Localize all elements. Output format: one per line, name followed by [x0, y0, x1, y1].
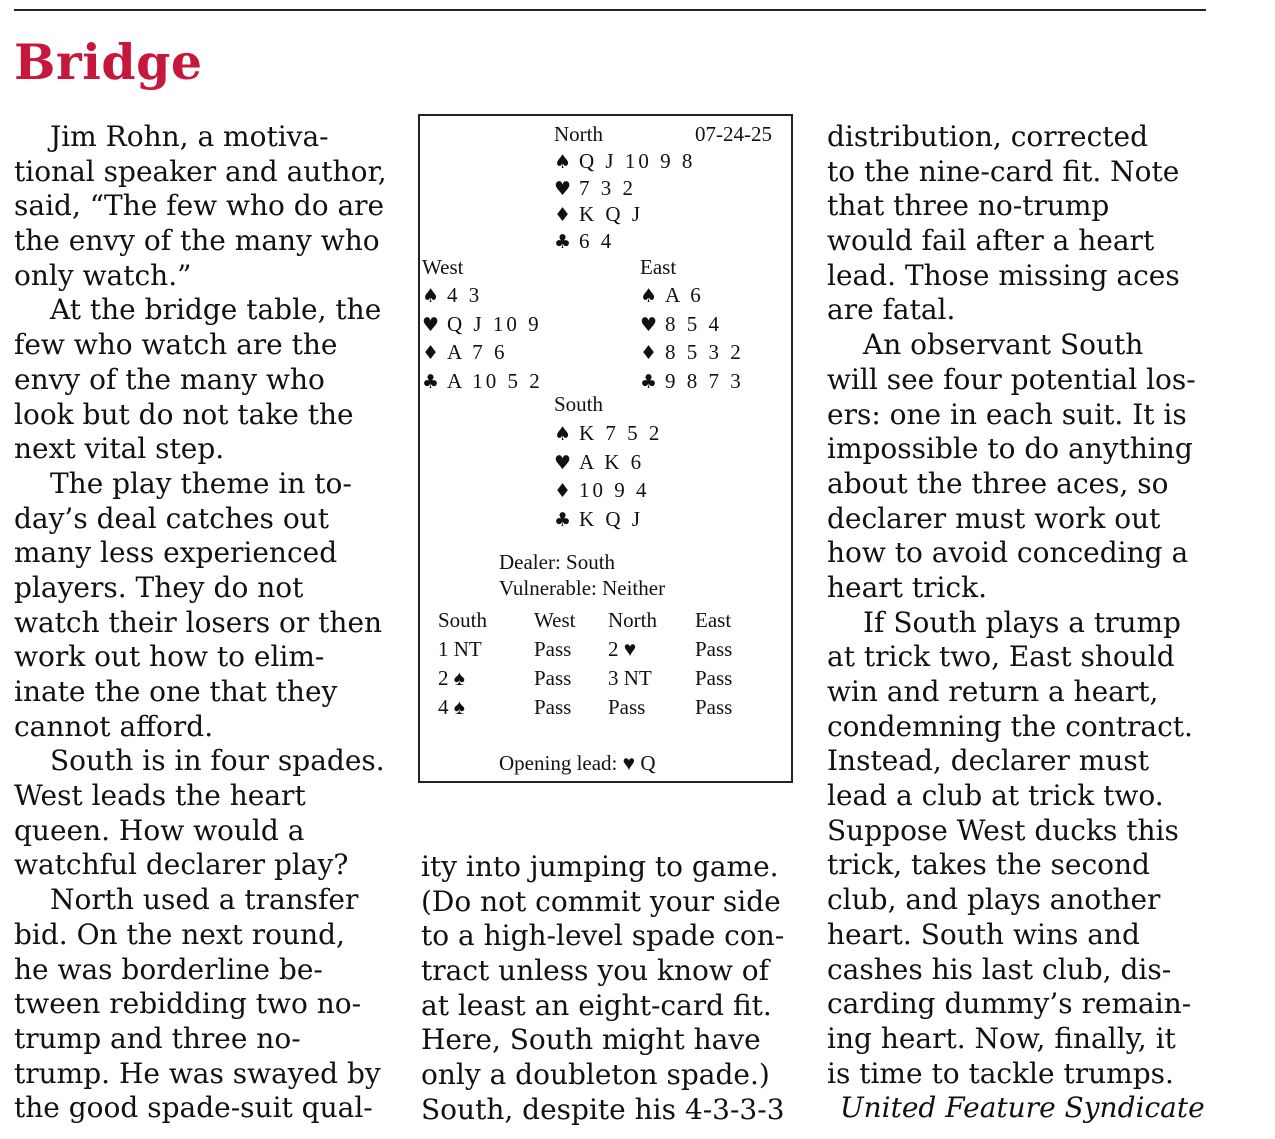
diamond-suit-icon: ♦: [422, 342, 440, 365]
west-label: West: [422, 255, 464, 279]
card-list: Q J 10 9: [447, 311, 542, 336]
bridge-deal-diagram: [418, 114, 793, 783]
text-line: at least an eight-card fit.: [421, 988, 772, 1022]
auction-header: West: [534, 608, 576, 632]
auction-header: South: [438, 608, 488, 632]
card-list: 10 9 4: [579, 478, 650, 503]
card-list: 9 8 7 3: [665, 369, 744, 394]
text-line: cashes his last club, dis-: [827, 952, 1172, 986]
text-line: North used a transfer: [50, 883, 359, 917]
north-hearts-holding: [554, 176, 636, 201]
east-spades-holding: [640, 283, 704, 308]
vulnerable-text: Vulnerable: Neither: [499, 576, 666, 600]
east-label: East: [640, 255, 677, 279]
text-line: impossible to do anything: [827, 432, 1193, 466]
article-column-1: [14, 120, 387, 1126]
auction-bid: 1 NT: [438, 637, 482, 661]
text-line: heart. South wins and: [827, 917, 1140, 951]
text-line: South, despite his 4-3-3-3: [421, 1092, 785, 1126]
west-spades-holding: [422, 283, 482, 308]
text-line: that three no-trump: [827, 189, 1110, 223]
article-column-3: [827, 120, 1205, 1126]
card-list: K 7 5 2: [579, 421, 663, 445]
club-suit-icon: ♣: [554, 230, 572, 253]
text-line: carding dummy’s remain-: [827, 987, 1192, 1021]
text-line: An observant South: [863, 328, 1144, 362]
card-list: 4 3: [447, 283, 483, 307]
text-line: few who watch are the: [14, 328, 338, 362]
text-line: next vital step.: [14, 432, 225, 466]
card-list: K Q J: [579, 507, 644, 532]
card-list: 6 4: [579, 228, 615, 253]
text-line: about the three aces, so: [827, 466, 1169, 500]
auction-bid: 2 ♠: [438, 666, 465, 690]
text-line: day’s deal catches out: [14, 501, 329, 535]
auction-bid: 3 NT: [608, 666, 652, 690]
text-line: envy of the many who: [14, 362, 325, 396]
card-list: A 6: [665, 283, 704, 307]
card-list: A K 6: [579, 449, 645, 474]
east-diamonds-holding: [640, 340, 744, 365]
text-line: tional speaker and author,: [14, 154, 387, 188]
north-diamonds-holding: [554, 202, 643, 227]
east-hearts-holding: [640, 312, 722, 337]
card-list: A 10 5 2: [447, 369, 543, 394]
text-line: West leads the heart: [14, 779, 306, 813]
top-rule: [14, 9, 1206, 11]
text-line: tract unless you know of: [421, 954, 769, 988]
west-diamonds-holding: [422, 340, 508, 365]
spade-suit-icon: ♠: [554, 151, 572, 173]
auction-bid: Pass: [534, 695, 572, 719]
text-line: how to avoid conceding a: [827, 536, 1189, 570]
byline: United Feature Syndicate: [840, 1091, 1205, 1125]
text-line: At the bridge table, the: [50, 293, 382, 327]
south-hearts-holding: [554, 450, 644, 475]
north-clubs-holding: [554, 229, 614, 254]
text-line: bid. On the next round,: [14, 917, 345, 951]
south-label: South: [554, 392, 604, 416]
text-line: trick, takes the second: [827, 848, 1150, 882]
text-line: only watch.”: [14, 258, 192, 292]
heart-suit-icon: ♥: [422, 313, 440, 336]
auction-bid: Pass: [695, 666, 733, 690]
date-label: 07-24-25: [695, 122, 772, 146]
north-label: North: [554, 122, 603, 146]
text-line: ing heart. Now, finally, it: [827, 1021, 1176, 1055]
card-list: Q J 10 9 8: [579, 149, 696, 173]
spade-suit-icon: ♠: [640, 285, 658, 307]
card-list: 8 5 3 2: [665, 340, 744, 365]
text-line: the good spade-suit qual-: [14, 1091, 373, 1125]
opening-lead-text: Opening lead: ♥ Q: [499, 751, 656, 775]
text-line: trump. He was swayed by: [14, 1056, 381, 1090]
page-title: Bridge: [14, 33, 203, 91]
west-hearts-holding: [422, 312, 542, 337]
auction-header: East: [695, 608, 732, 632]
text-line: watch their losers or then: [14, 605, 383, 639]
text-line: inate the one that they: [14, 675, 338, 708]
auction-bid: Pass: [608, 695, 646, 719]
text-line: Jim Rohn, a motiva-: [50, 120, 329, 153]
south-clubs-holding: [554, 507, 643, 532]
club-suit-icon: ♣: [640, 371, 658, 394]
text-line: The play theme in to-: [50, 466, 352, 500]
auction-bid: Pass: [695, 637, 733, 661]
card-list: K Q J: [579, 202, 644, 226]
text-line: said, “The few who do are: [14, 189, 385, 223]
text-line: ers: one in each suit. It is: [827, 397, 1187, 431]
card-list: 7 3 2: [579, 175, 636, 200]
text-line: is time to tackle trumps.: [827, 1056, 1174, 1090]
text-line: at trick two, East should: [827, 640, 1175, 674]
auction-bid: Pass: [534, 666, 572, 690]
text-line: to the nine-card fit. Note: [827, 154, 1180, 188]
text-line: watchful declarer play?: [14, 848, 349, 882]
card-list: A 7 6: [447, 340, 508, 365]
text-line: win and return a heart,: [827, 675, 1159, 708]
spade-suit-icon: ♠: [422, 285, 440, 307]
text-line: players. They do not: [14, 570, 304, 604]
text-line: Here, South might have: [421, 1023, 761, 1057]
text-line: Instead, declarer must: [827, 744, 1149, 778]
heart-suit-icon: ♥: [640, 313, 658, 336]
north-spades-holding: [554, 149, 695, 174]
auction-header: North: [608, 608, 657, 632]
east-clubs-holding: [640, 369, 744, 394]
text-line: heart trick.: [827, 570, 987, 604]
diamond-suit-icon: ♦: [554, 204, 572, 226]
diamond-suit-icon: ♦: [640, 342, 658, 365]
text-line: many less experienced: [14, 536, 338, 570]
text-line: cannot afford.: [14, 709, 214, 743]
text-line: declarer must work out: [827, 501, 1161, 535]
text-line: South is in four spades.: [50, 744, 385, 778]
text-line: work out how to elim-: [14, 640, 325, 674]
text-line: lead. Those missing aces: [827, 258, 1180, 292]
card-list: 8 5 4: [665, 311, 722, 336]
auction-bid: 4 ♠: [438, 695, 465, 719]
text-line: would fail after a heart: [827, 224, 1155, 258]
text-line: distribution, corrected: [827, 120, 1149, 153]
auction-bid: 2 ♥: [608, 637, 637, 661]
auction-bid: Pass: [695, 695, 733, 719]
text-line: to a high-level spade con-: [421, 919, 785, 953]
auction-bid: Pass: [534, 637, 572, 661]
text-line: condemning the contract.: [827, 709, 1193, 743]
text-line: the envy of the many who: [14, 224, 380, 258]
dealer-text: Dealer: South: [499, 550, 616, 574]
club-suit-icon: ♣: [422, 371, 440, 394]
text-line: ity into jumping to game.: [421, 850, 779, 883]
spade-suit-icon: ♠: [554, 423, 572, 445]
text-line: club, and plays another: [827, 883, 1161, 917]
south-diamonds-holding: [554, 478, 650, 503]
article-column-2: [421, 850, 785, 1128]
text-line: he was borderline be-: [14, 952, 323, 986]
text-line: (Do not commit your side: [421, 884, 781, 918]
heart-suit-icon: ♥: [554, 451, 572, 474]
west-clubs-holding: [422, 369, 543, 394]
text-line: only a doubleton spade.): [421, 1058, 770, 1092]
text-line: trump and three no-: [14, 1021, 301, 1055]
text-line: queen. How would a: [14, 813, 305, 847]
text-line: lead a club at trick two.: [827, 779, 1164, 813]
text-line: If South plays a trump: [863, 605, 1181, 639]
text-line: will see four potential los-: [827, 362, 1196, 396]
text-line: tween rebidding two no-: [14, 987, 362, 1021]
text-line: are fatal.: [827, 293, 956, 327]
heart-suit-icon: ♥: [554, 177, 572, 200]
text-line: look but do not take the: [14, 397, 354, 431]
club-suit-icon: ♣: [554, 509, 572, 532]
text-line: Suppose West ducks this: [827, 813, 1179, 847]
south-spades-holding: [554, 421, 662, 446]
diamond-suit-icon: ♦: [554, 480, 572, 503]
